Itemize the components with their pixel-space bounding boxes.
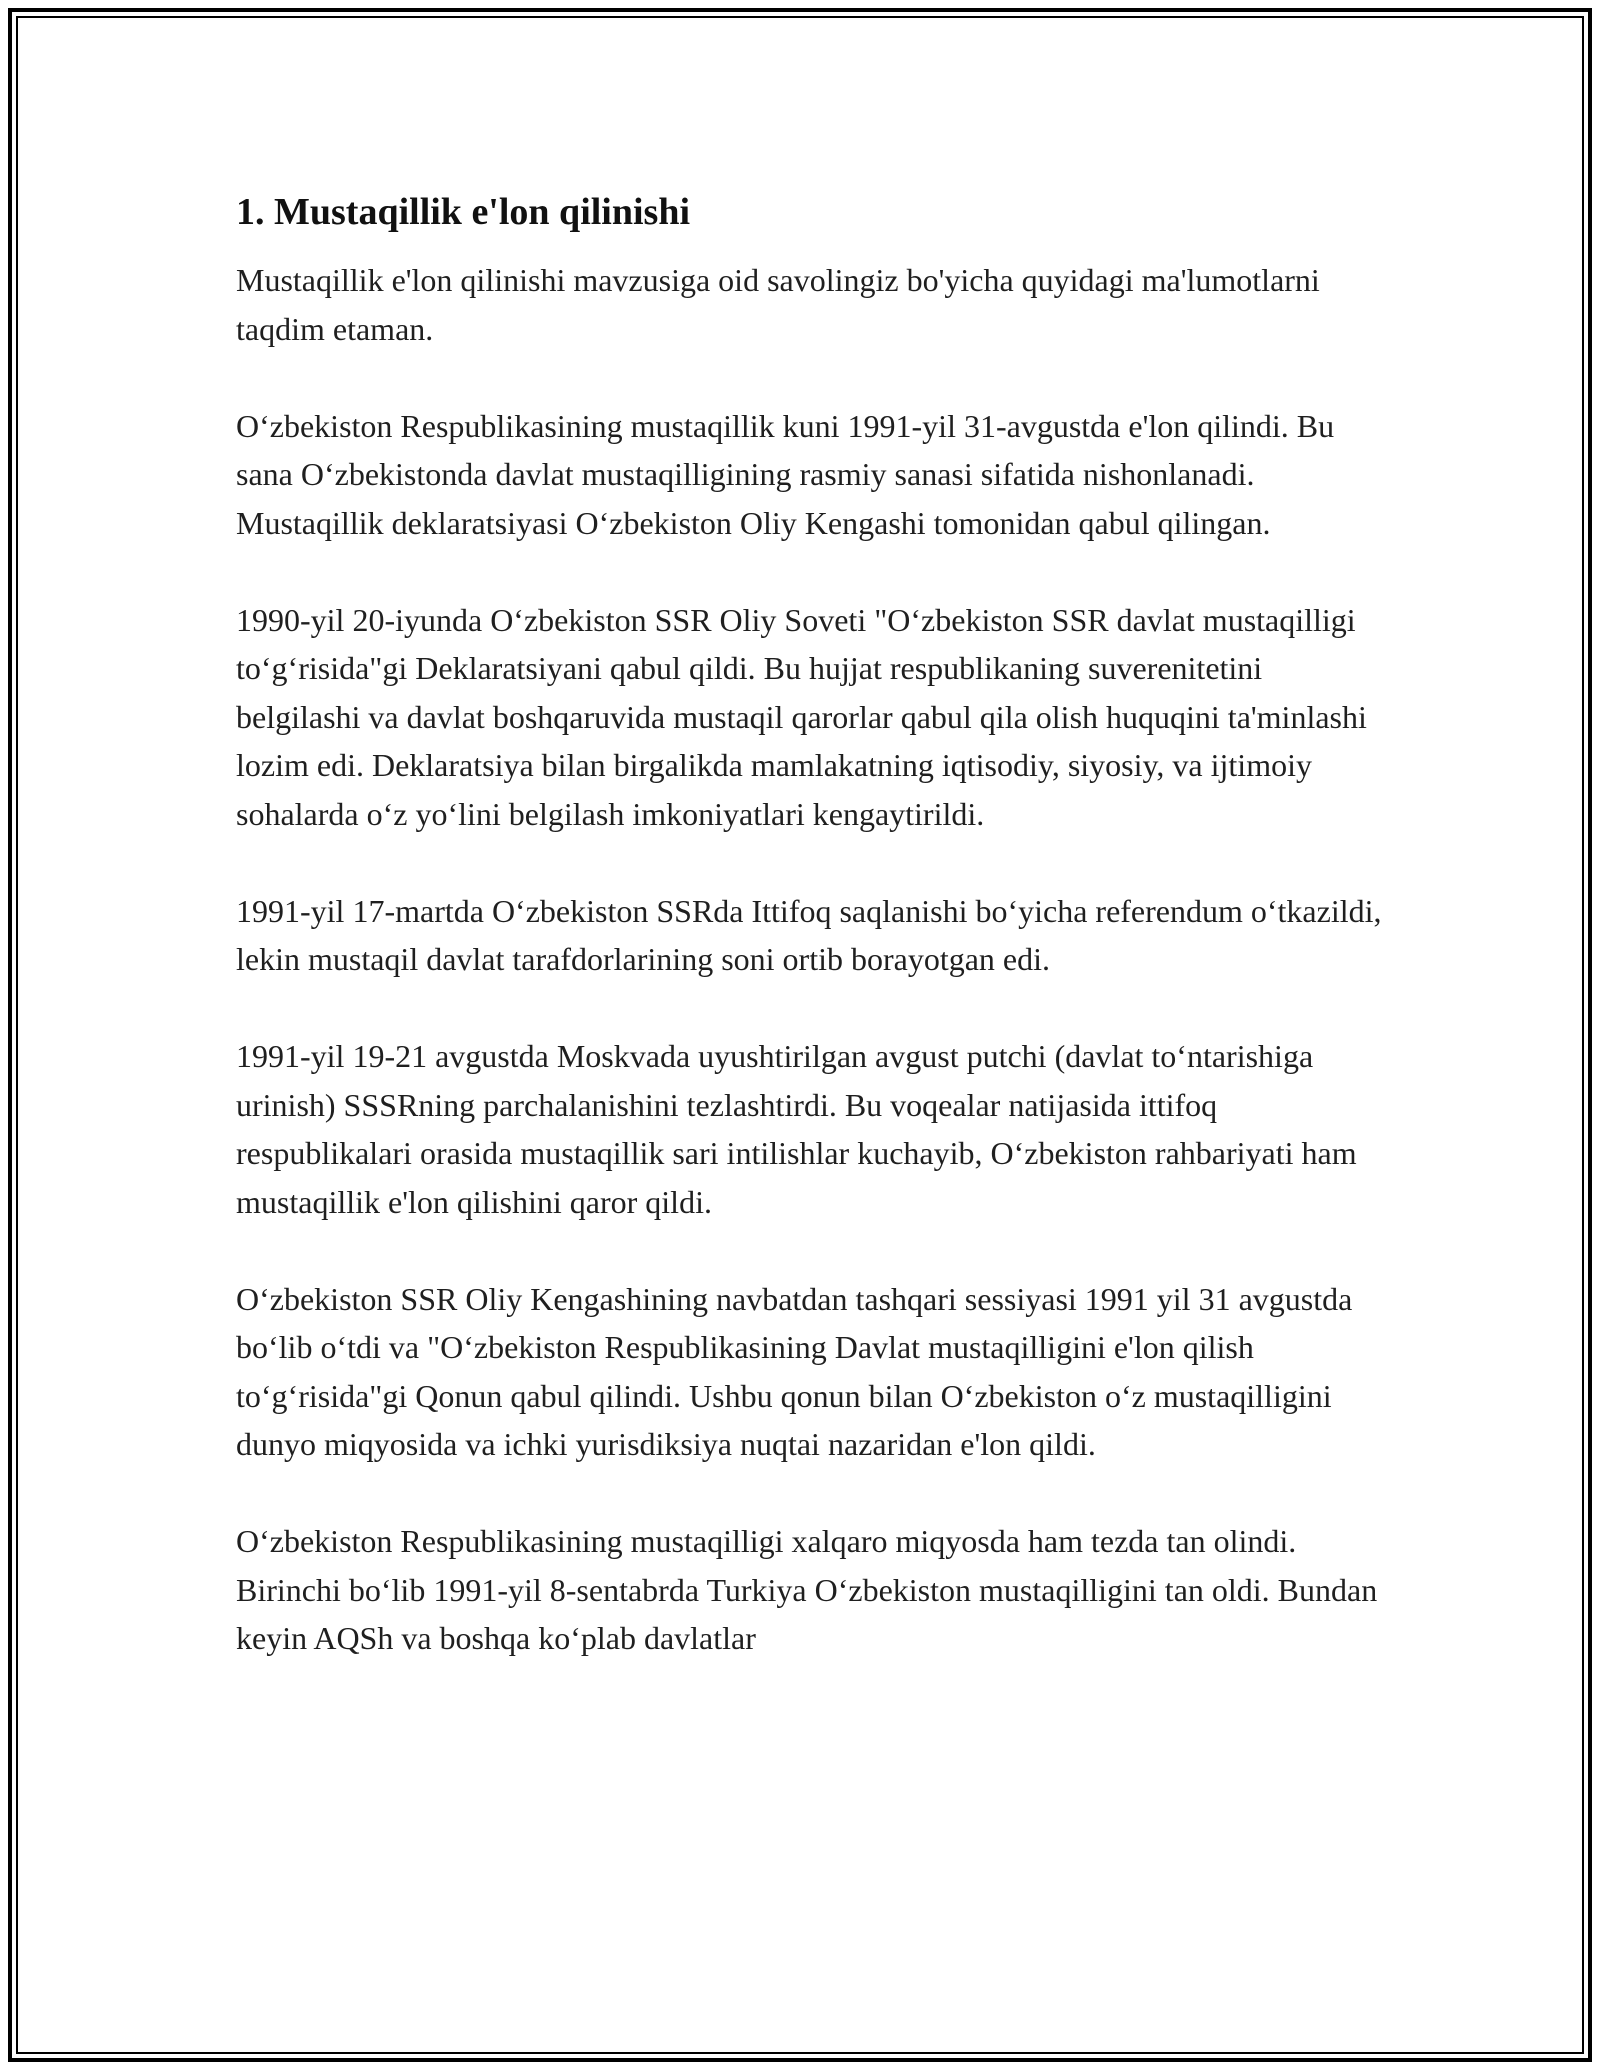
paragraph-august-putsch: 1991-yil 19-21 avgustda Moskvada uyushtirilgan avgust putchi (davlat to‘ntarishiga urinish) SSSRning parchalanishini tezlashtirdi. Bu voqealar natijasida ittifoq respublikalari orasida mustaqillik sari intilishlar kuchayib, O‘zbekiston rahbariyati ham mustaqillik e'lon qilishini qaror qildi. bbox=[236, 1038, 1357, 1220]
paragraph-declaration-1990: 1990-yil 20-iyunda O‘zbekiston SSR Oliy Soveti "O‘zbekiston SSR davlat mustaqilligi to‘g‘risida"gi Deklaratsiyani qabul qildi. Bu hujjat respublikaning suverenitetini belgilashi va davlat boshqaruvida mustaqil qarorlar qabul qila olish huquqini ta'minlashi lozim edi. Deklaratsiya bilan birgalikda mamlakatning iqtisodiy, siyosiy, va ijtimoiy sohalarda o‘z yo‘lini belgilash imkoniyatlari kengaytirildi. bbox=[236, 601, 1367, 832]
paragraph-referendum-1991: 1991-yil 17-martda O‘zbekiston SSRda Ittifoq saqlanishi bo‘yicha referendum o‘tkazildi, lekin mustaqil davlat tarafdorlarining soni ortib borayotgan edi. bbox=[236, 892, 1382, 977]
section-heading: 1. Mustaqillik e'lon qilinishi bbox=[236, 191, 691, 233]
document-body bbox=[236, 188, 1386, 1711]
paragraph-independence-day: O‘zbekiston Respublikasining mustaqillik kuni 1991-yil 31-avgustda e'lon qilindi. Bu sana O‘zbekistonda davlat mustaqilligining rasmiy sanasi sifatida nishonlanadi. Mustaqillik deklaratsiyasi O‘zbekiston Oliy Kengashi tomonidan qabul qilingan. bbox=[236, 407, 1335, 541]
paragraph-international-recognition: O‘zbekiston Respublikasining mustaqilligi xalqaro miqyosda ham tezda tan olindi. Birinchi bo‘lib 1991-yil 8-sentabrda Turkiya O‘zbekiston mustaqilligini tan oldi. Bundan keyin AQSh va boshqa ko‘plab davlatlar bbox=[236, 1523, 1378, 1656]
paragraph-independence-law: O‘zbekiston SSR Oliy Kengashining navbatdan tashqari sessiyasi 1991 yil 31 avgustda bo‘lib o‘tdi va "O‘zbekiston Respublikasining Davlat mustaqilligini e'lon qilish to‘g‘risida"gi Qonun qabul qilindi. Ushbu qonun bilan O‘zbekiston o‘z mustaqilligini dunyo miqyosida va ichki yurisdiksiya nuqtai nazaridan e'lon qildi. bbox=[236, 1280, 1353, 1462]
paragraph-intro: Mustaqillik e'lon qilinishi mavzusiga oid savolingiz bo'yicha quyidagi ma'lumotlarni taqdim etaman. bbox=[236, 262, 1320, 347]
